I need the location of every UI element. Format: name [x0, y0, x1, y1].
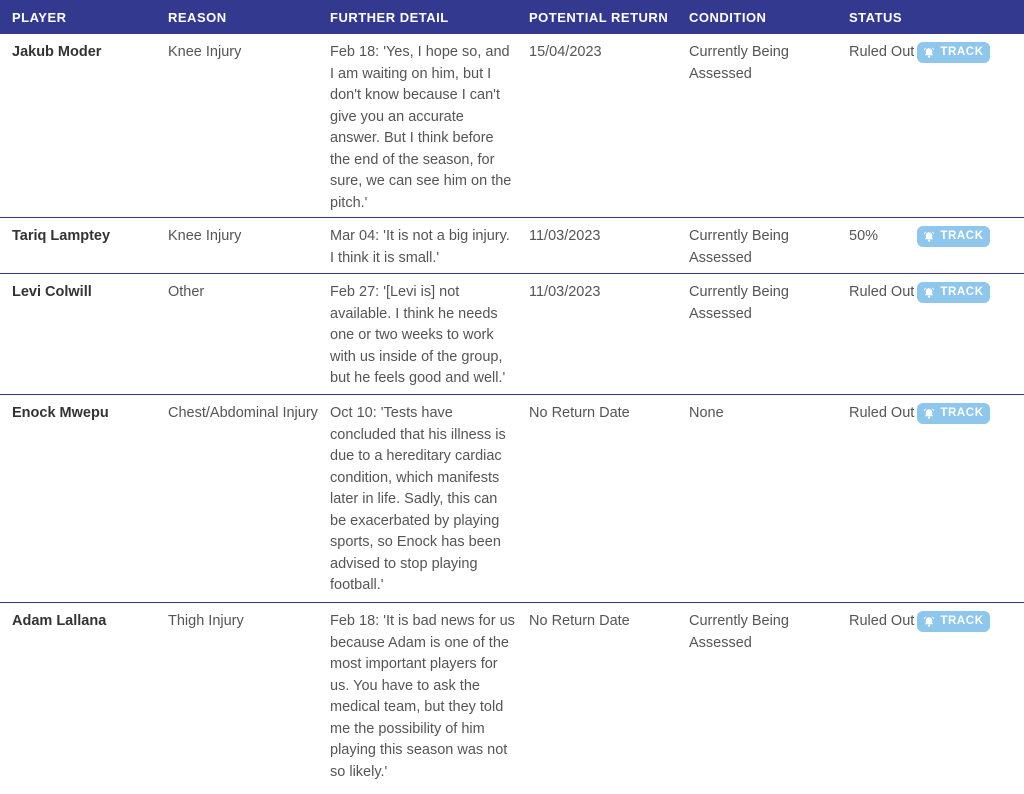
- injury-reason: Thigh Injury: [168, 613, 244, 629]
- player-name: Levi Colwill: [12, 284, 92, 300]
- bell-icon: [923, 616, 935, 628]
- column-header-potential-return: POTENTIAL RETURN: [529, 9, 669, 25]
- track-button[interactable]: [917, 226, 990, 247]
- condition: Currently Being Assessed: [689, 613, 789, 651]
- player-name: Enock Mwepu: [12, 405, 109, 421]
- column-header-status: STATUS: [849, 9, 903, 25]
- column-header-condition: CONDITION: [689, 9, 767, 25]
- status: Ruled Out: [849, 613, 915, 629]
- further-detail: Feb 18: 'Yes, I hope so, and I am waiting on him, but I don't know because I can't give you an accurate answer. But I think before the end of the season, for sure, we can see him on the pitch.': [330, 44, 512, 211]
- table-header: [0, 0, 1024, 34]
- track-button[interactable]: [917, 403, 990, 424]
- potential-return: 11/03/2023: [529, 284, 601, 300]
- bell-icon: [923, 47, 935, 59]
- injury-reason: Other: [168, 284, 205, 300]
- bell-icon: [923, 287, 935, 299]
- status: Ruled Out: [849, 44, 915, 60]
- status: 50%: [849, 228, 879, 244]
- action-cell: [917, 603, 1024, 794]
- column-header-further-detail: FURTHER DETAIL: [330, 9, 449, 25]
- potential-return: 15/04/2023: [529, 44, 602, 60]
- action-cell: [917, 395, 1024, 602]
- condition: Currently Being Assessed: [689, 228, 789, 266]
- status: Ruled Out: [849, 284, 915, 300]
- bell-icon: [923, 408, 935, 420]
- further-detail: Mar 04: 'It is not a big injury. I think it is small.': [330, 228, 510, 266]
- status: Ruled Out: [849, 405, 915, 421]
- further-detail: Feb 18: 'It is bad news for us because Adam is one of the most important players for us. You have to ask the medical team, but they told me the possibility of him playing this season was not so likely.': [330, 613, 515, 780]
- track-label: TRACK: [940, 285, 984, 298]
- table-row: [0, 603, 1024, 794]
- condition: None: [689, 405, 724, 421]
- player-name: Jakub Moder: [12, 44, 102, 60]
- track-label: TRACK: [940, 406, 984, 419]
- potential-return: No Return Date: [529, 405, 630, 421]
- action-cell: [917, 274, 1024, 394]
- further-detail: Oct 10: 'Tests have concluded that his illness is due to a hereditary cardiac condition, which manifests later in life. Sadly, this can be exacerbated by playing sports, so Enock has been advised to stop playing football.': [330, 405, 506, 593]
- table-row: [0, 34, 1024, 218]
- action-cell: [917, 218, 1024, 273]
- track-button[interactable]: [917, 42, 990, 63]
- injury-reason: Knee Injury: [168, 228, 242, 244]
- track-label: TRACK: [940, 45, 984, 58]
- track-label: TRACK: [940, 614, 984, 627]
- potential-return: 11/03/2023: [529, 228, 601, 244]
- column-header-reason: REASON: [168, 9, 227, 25]
- table-row: [0, 218, 1024, 274]
- track-button[interactable]: [917, 282, 990, 303]
- further-detail: Feb 27: '[Levi is] not available. I think he needs one or two weeks to work with us inside of the group, but he feels good and well.': [330, 284, 506, 386]
- table-row: [0, 395, 1024, 603]
- track-button[interactable]: [917, 611, 990, 632]
- potential-return: No Return Date: [529, 613, 630, 629]
- action-cell: [917, 34, 1024, 217]
- track-label: TRACK: [940, 229, 984, 242]
- player-name: Adam Lallana: [12, 613, 107, 629]
- table-row: [0, 274, 1024, 395]
- condition: Currently Being Assessed: [689, 44, 789, 82]
- player-name: Tariq Lamptey: [12, 228, 111, 244]
- injury-reason: Chest/Abdominal Injury: [168, 405, 318, 421]
- column-header-player: PLAYER: [12, 9, 67, 25]
- condition: Currently Being Assessed: [689, 284, 789, 322]
- bell-icon: [923, 231, 935, 243]
- injury-reason: Knee Injury: [168, 44, 242, 60]
